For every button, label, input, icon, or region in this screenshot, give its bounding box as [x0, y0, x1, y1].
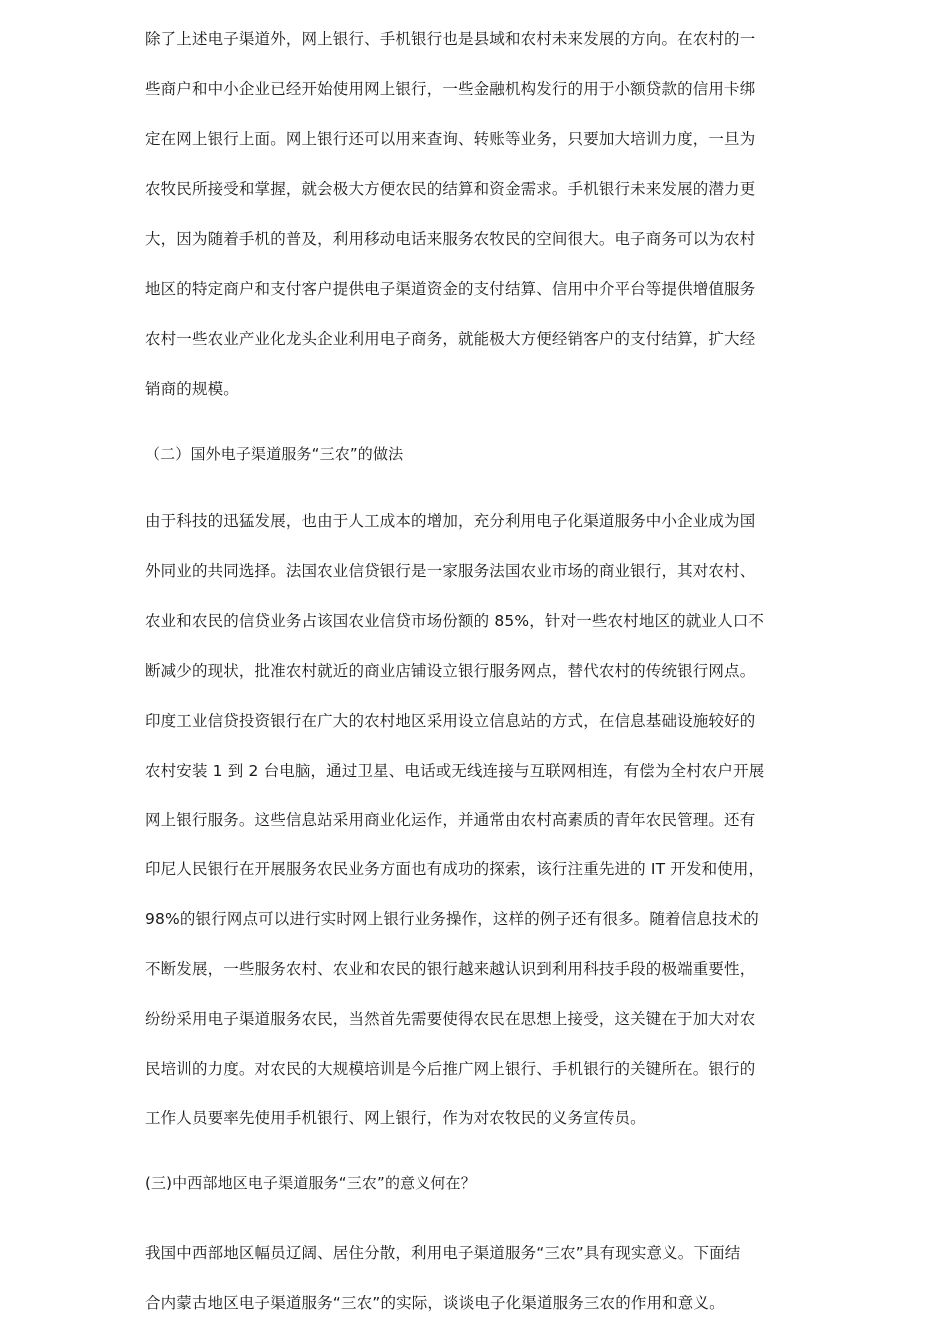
text-line: 大，因为随着手机的普及，利用移动电话来服务农牧民的空间很大。电子商务可以为农村	[145, 230, 756, 248]
text-line: 农牧民所接受和掌握，就会极大方便农民的结算和资金需求。手机银行未来发展的潜力更	[145, 180, 756, 198]
text-line: 不断发展，一些服务农村、农业和农民的银行越来越认识到利用科技手段的极端重要性，	[145, 960, 756, 978]
text-line: 断减少的现状，批准农村就近的商业店铺设立银行服务网点，替代农村的传统银行网点。	[145, 662, 756, 680]
text-line: 外同业的共同选择。法国农业信贷银行是一家服务法国农业市场的商业银行，其对农村、	[145, 562, 756, 580]
text-line: 销商的规模。	[145, 380, 239, 398]
text-line: 定在网上银行上面。网上银行还可以用来查询、转账等业务，只要加大培训力度，一旦为	[145, 130, 756, 148]
text-line: 网上银行服务。这些信息站采用商业化运作，并通常由农村高素质的青年农民管理。还有	[145, 811, 756, 829]
text-line: 农村一些农业产业化龙头企业利用电子商务，就能极大方便经销客户的支付结算，扩大经	[145, 330, 756, 348]
text-line: 合内蒙古地区电子渠道服务“三农”的实际，谈谈电子化渠道服务三农的作用和意义。	[145, 1294, 725, 1312]
text-line: 98%的银行网点可以进行实时网上银行业务操作，这样的例子还有很多。随着信息技术的	[145, 910, 759, 928]
text-line: 些商户和中小企业已经开始使用网上银行，一些金融机构发行的用于小额贷款的信用卡绑	[145, 80, 756, 98]
text-line: 农业和农民的信贷业务占该国农业信贷市场份额的 85%，针对一些农村地区的就业人口不	[145, 612, 765, 630]
text-line: 由于科技的迅猛发展，也由于人工成本的增加，充分利用电子化渠道服务中小企业成为国	[145, 512, 756, 530]
text-line: 印度工业信贷投资银行在广大的农村地区采用设立信息站的方式，在信息基础设施较好的	[145, 712, 756, 730]
text-line: 我国中西部地区幅员辽阔、居住分散，利用电子渠道服务“三农”具有现实意义。下面结	[145, 1244, 741, 1262]
text-line: 农村安装 1 到 2 台电脑，通过卫星、电话或无线连接与互联网相连，有偿为全村农户开展	[145, 762, 765, 780]
section-heading-central-western-significance: (三)中西部地区电子渠道服务“三农”的意义何在？	[145, 1174, 476, 1192]
text-line: 工作人员要率先使用手机银行、网上银行，作为对农牧民的义务宣传员。	[145, 1109, 646, 1127]
text-line: 民培训的力度。对农民的大规模培训是今后推广网上银行、手机银行的关键所在。银行的	[145, 1060, 756, 1078]
section-heading-foreign-practices: （二）国外电子渠道服务“三农”的做法	[145, 445, 404, 463]
text-line: 地区的特定商户和支付客户提供电子渠道资金的支付结算、信用中介平台等提供增值服务	[145, 280, 756, 298]
text-line: 纷纷采用电子渠道服务农民，当然首先需要使得农民在思想上接受，这关键在于加大对农	[145, 1010, 756, 1028]
text-line: 除了上述电子渠道外，网上银行、手机银行也是县域和农村未来发展的方向。在农村的一	[145, 30, 756, 48]
text-line: 印尼人民银行在开展服务农民业务方面也有成功的探索，该行注重先进的 IT 开发和使用，	[145, 860, 765, 878]
